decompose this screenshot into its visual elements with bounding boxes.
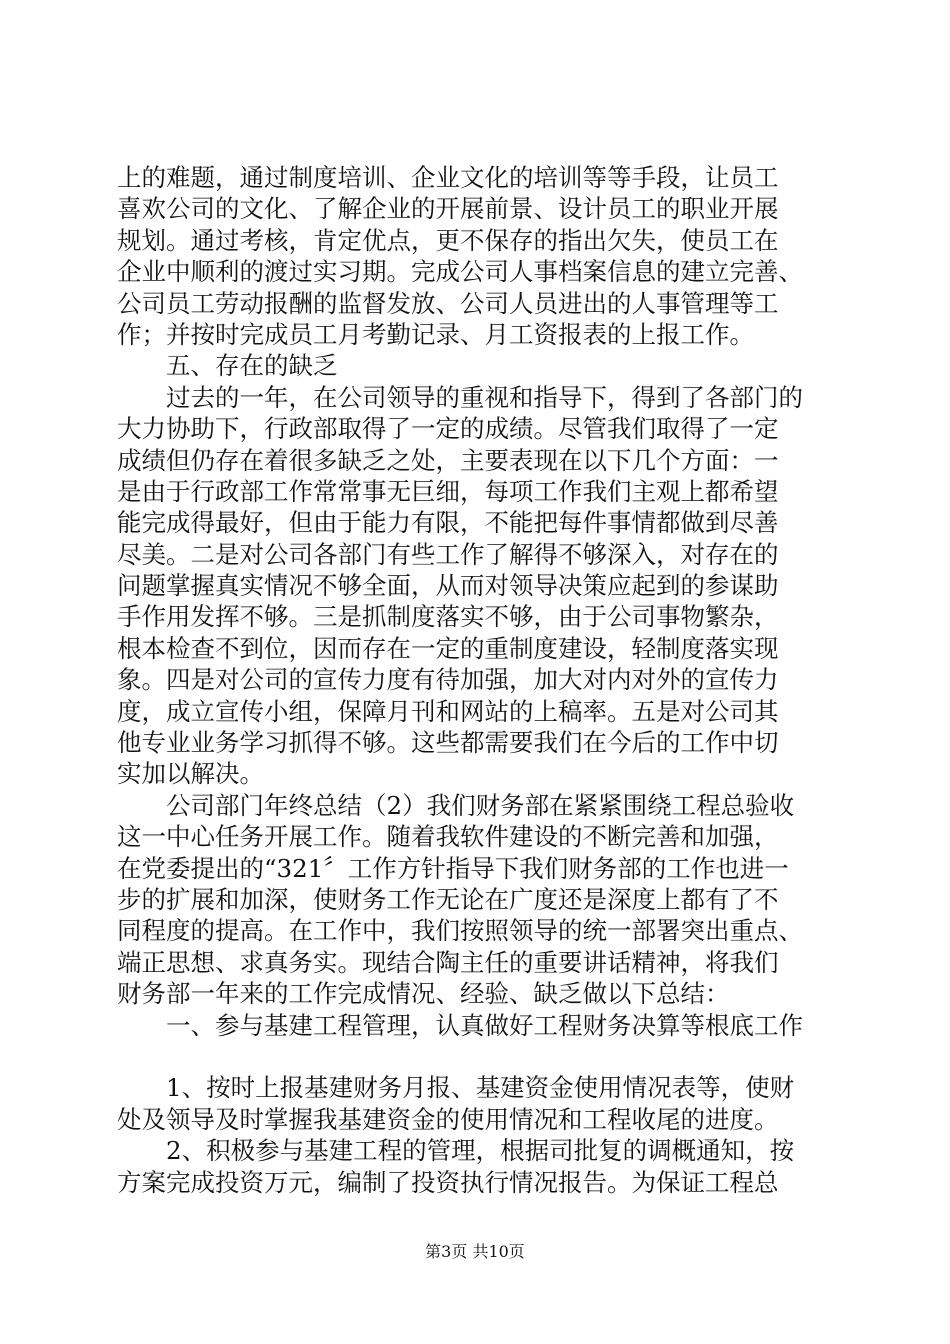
text-line: 作；并按时完成员工月考勤记录、月工资报表的上报工作。 [117, 319, 754, 349]
document-body [117, 162, 835, 1198]
text-line: 尽美。二是对公司各部门有些工作了解得不够深入，对存在的 [117, 539, 779, 569]
paragraph-start: 过去的一年，在公司领导的重视和指导下，得到了各部门的 [166, 382, 803, 412]
text-line: 是由于行政部工作常常事无巨细，每项工作我们主观上都希望 [117, 476, 779, 506]
text-line: 同程度的提高。在工作中，我们按照领导的统一部署突出重点、 [117, 916, 803, 946]
text-line: 手作用发挥不够。三是抓制度落实不够，由于公司事物繁杂， [117, 602, 779, 632]
text-line: 企业中顺利的渡过实习期。完成公司人事档案信息的建立完善、 [117, 257, 803, 287]
text-line: 成绩但仍存在着很多缺乏之处，主要表现在以下几个方面：一 [117, 445, 779, 475]
text-line: 方案完成投资万元，编制了投资执行情况报告。为保证工程总 [117, 1167, 779, 1197]
text-line: 实加以解决。 [117, 759, 264, 789]
text-line: 度，成立宣传小组，保障月刊和网站的上稿率。五是对公司其 [117, 696, 779, 726]
text-line: 根本检查不到位，因而存在一定的重制度建设，轻制度落实现 [117, 633, 779, 663]
text-line: 财务部一年来的工作完成情况、经验、缺乏做以下总结： [117, 979, 730, 1009]
text-line: 能完成得最好，但由于能力有限，不能把每件事情都做到尽善 [117, 508, 779, 538]
blank-line [117, 1041, 835, 1072]
paragraph-start: 2、积极参与基建工程的管理，根据司批复的调概通知，按 [166, 1136, 795, 1166]
section-heading: 五、存在的缺乏 [166, 351, 338, 381]
text-line: 在党委提出的“321〞工作方针指导下我们财务部的工作也进一 [117, 853, 789, 883]
text-line: 步的扩展和加深，使财务工作无论在广度还是深度上都有了不 [117, 884, 779, 914]
text-line: 处及领导及时掌握我基建资金的使用情况和工程收尾的进度。 [117, 1104, 779, 1134]
text-line: 象。四是对公司的宣传力度有待加强，加大对内对外的宣传力 [117, 665, 779, 695]
text-line: 这一中心任务开展工作。随着我软件建设的不断完善和加强， [117, 822, 779, 852]
paragraph-start: 1、按时上报基建财务月报、基建资金使用情况表等，使财 [166, 1073, 795, 1103]
text-line: 公司员工劳动报酬的监督发放、公司人员进出的人事管理等工 [117, 288, 779, 318]
text-line: 他专业业务学习抓得不够。这些都需要我们在今后的工作中切 [117, 728, 779, 758]
page-number-footer: 第3页 共10页 [425, 1242, 525, 1261]
text-line: 规划。通过考核，肯定优点，更不保存的指出欠失，使员工在 [117, 225, 779, 255]
text-line: 端正思想、求真务实。现结合陶主任的重要讲话精神，将我们 [117, 947, 779, 977]
text-line: 问题掌握真实情况不够全面，从而对领导决策应起到的参谋助 [117, 571, 779, 601]
text-line: 大力协助下，行政部取得了一定的成绩。尽管我们取得了一定 [117, 414, 779, 444]
text-line: 喜欢公司的文化、了解企业的开展前景、设计员工的职业开展 [117, 194, 779, 224]
section-heading: 一、参与基建工程管理，认真做好工程财务决算等根底工作 [166, 1010, 803, 1040]
text-line: 上的难题，通过制度培训、企业文化的培训等等手段，让员工 [117, 163, 779, 192]
paragraph-start: 公司部门年终总结（2）我们财务部在紧紧围绕工程总验收 [166, 790, 795, 820]
